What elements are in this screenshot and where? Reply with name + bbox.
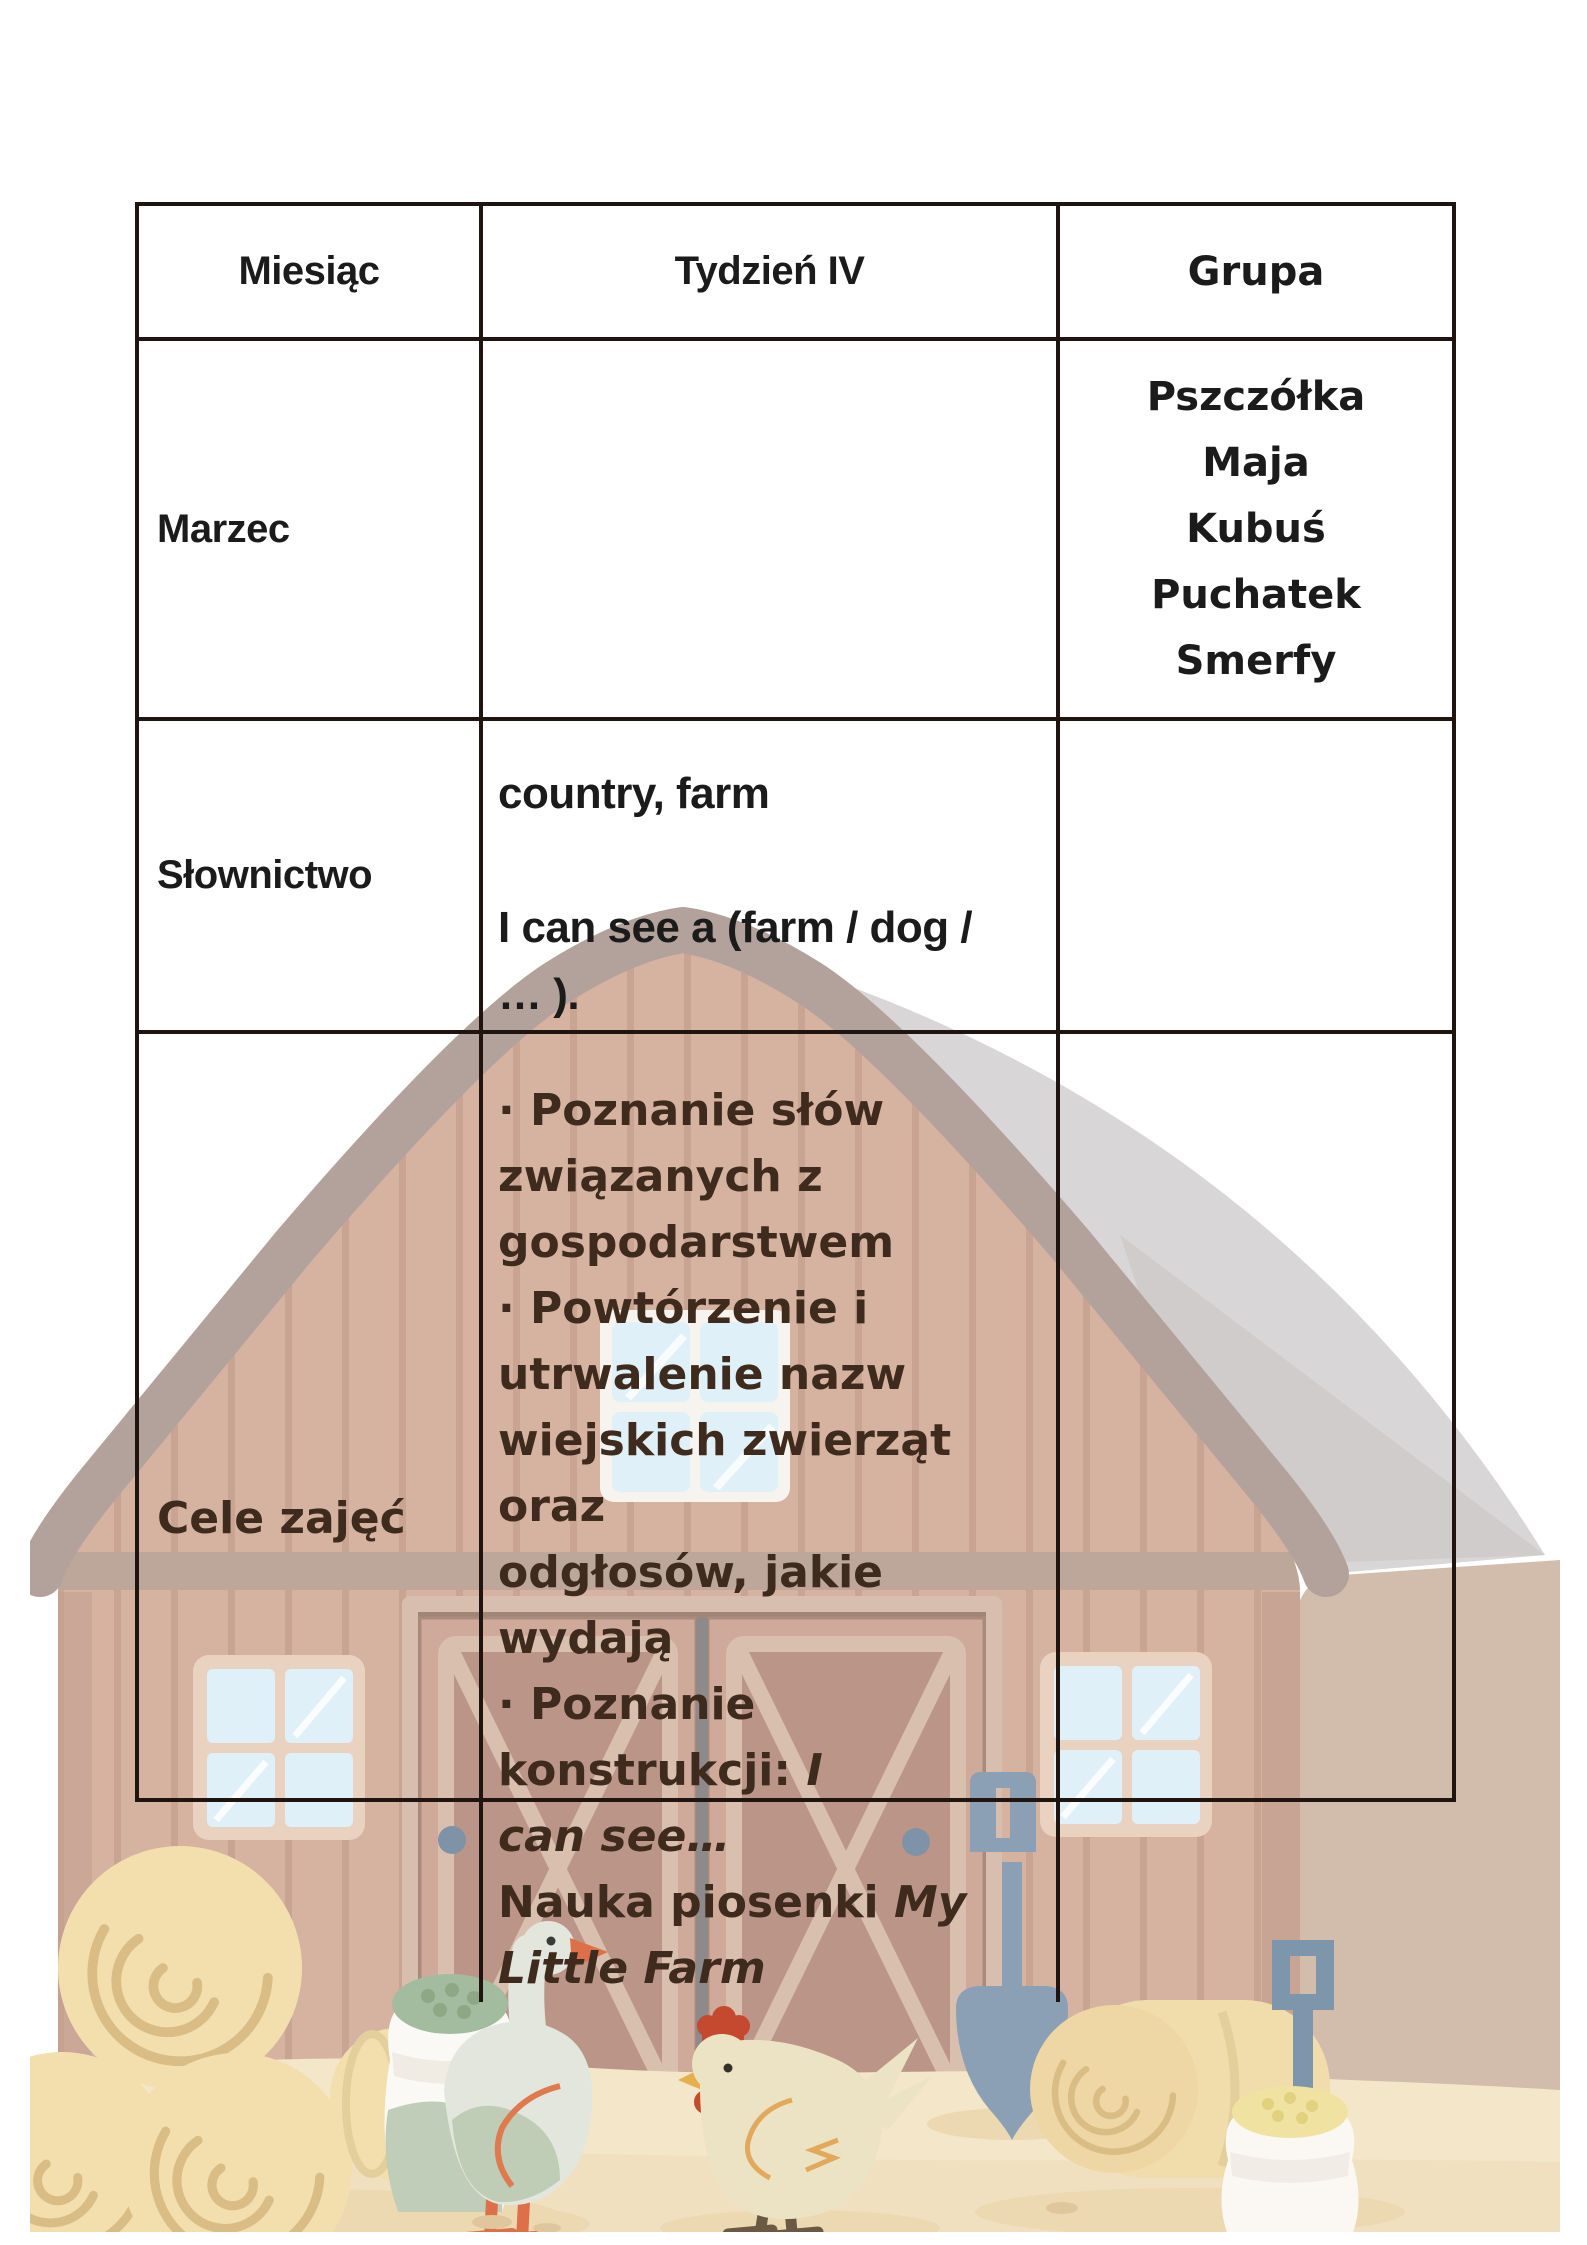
header-miesiac: Miesiąc: [139, 206, 483, 341]
group-name: Pszczółka: [1146, 374, 1366, 420]
pebble: [533, 2223, 561, 2233]
row-label-cele: Cele zajęć: [139, 1034, 483, 2002]
group-names: [1060, 341, 1452, 721]
lesson-plan-table: [135, 202, 1456, 1994]
objectives-group-empty: [1060, 1034, 1452, 2002]
row-label-marzec: Marzec: [139, 341, 483, 721]
vocabulary-line: I can see a (farm / dog /: [498, 903, 973, 952]
objective-line: · Poznanie konstrukcji: I: [498, 1679, 823, 1796]
marzec-content-empty: [483, 341, 1060, 721]
objective-line: · Poznanie słów: [498, 1085, 885, 1136]
vocabulary-line: [498, 827, 1046, 894]
vocabulary-line: country, farm: [498, 769, 770, 818]
objectives-content: [483, 1034, 1060, 2002]
header-tydzien: Tydzień IV: [483, 206, 1060, 341]
objective-line: Nauka piosenki My: [498, 1877, 967, 1928]
objective-line: can see…: [498, 1811, 731, 1862]
group-name: Kubuś: [1186, 506, 1326, 552]
pebble: [1046, 2202, 1078, 2214]
row-label-slownictwo: Słownictwo: [139, 721, 483, 1034]
objective-line: Little Farm: [498, 1943, 766, 1994]
objective-line: wiejskich zwierząt oraz: [498, 1415, 952, 1532]
group-name: Maja: [1202, 440, 1310, 486]
vocabulary-content: [483, 721, 1060, 1034]
objective-line: gospodarstwem: [498, 1217, 895, 1268]
objective-line: utrwalenie nazw: [498, 1349, 907, 1400]
group-name: Puchatek: [1151, 572, 1361, 618]
vocabulary-line: … ).: [498, 970, 580, 1019]
objective-line: odgłosów, jakie wydają: [498, 1547, 884, 1664]
objective-line: · Powtórzenie i: [498, 1283, 869, 1334]
group-name: Smerfy: [1175, 638, 1337, 684]
header-grupa: Grupa: [1060, 206, 1452, 341]
corn-sack: [1221, 2086, 1358, 2240]
vocabulary-group-empty: [1060, 721, 1452, 1034]
objective-line: związanych z: [498, 1151, 823, 1202]
pebble: [472, 2215, 512, 2229]
